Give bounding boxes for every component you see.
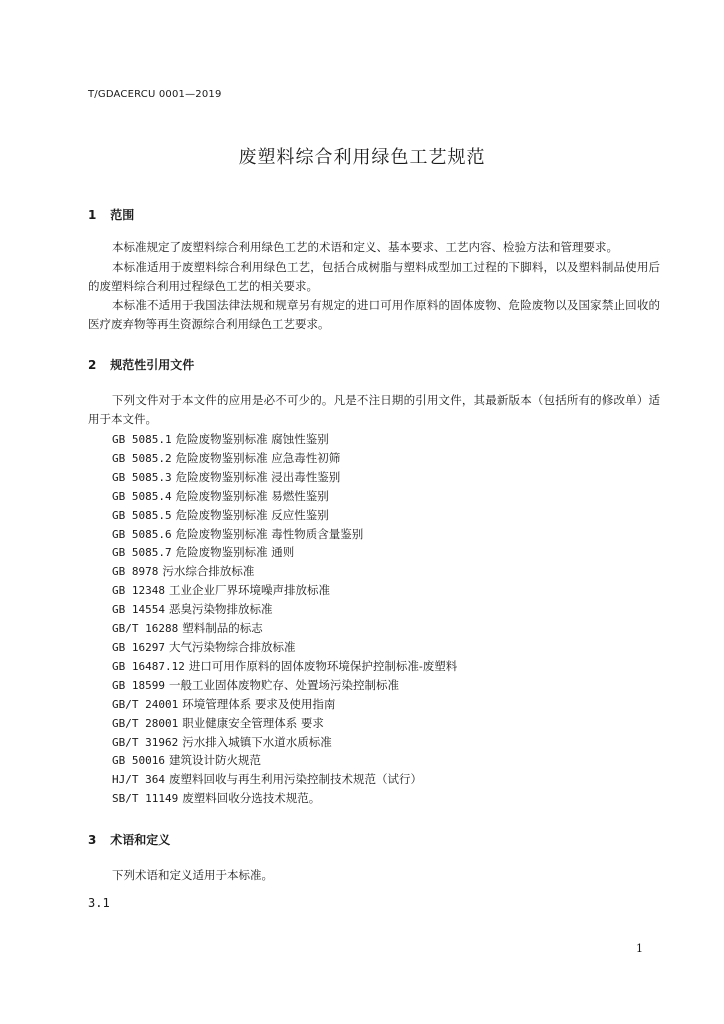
reference-name: 建筑设计防火规范 xyxy=(168,753,261,768)
section-number: 2 xyxy=(88,358,97,372)
reference-item xyxy=(112,657,457,676)
reference-code: GB 18599 xyxy=(112,678,165,692)
reference-code: GB 5085.1 xyxy=(112,433,172,446)
section-heading-scope xyxy=(88,206,134,223)
reference-code: GB 5085.5 xyxy=(112,508,172,522)
section-title: 范围 xyxy=(110,208,135,222)
section-heading-references xyxy=(88,356,194,373)
reference-code: GB/T 31962 xyxy=(112,735,179,749)
reference-name: 污水排入城镇下水道水质标准 xyxy=(182,734,332,749)
terms-intro: 下列术语和定义适用于本标准。 xyxy=(112,868,273,882)
reference-name: 进口可用作原料的固体废物环境保护控制标准-废塑料 xyxy=(188,658,458,673)
scope-paragraph-3: 本标准不适用于我国法律法规和规章另有规定的进口可用作原料的固体废物、危险废物以及国家禁止回收的医疗废弃物等再生资源综合利用绿色工艺要求。 xyxy=(88,298,660,332)
reference-item xyxy=(112,525,457,544)
reference-code: GB 16487.12 xyxy=(112,659,185,673)
reference-item xyxy=(112,733,457,752)
reference-item xyxy=(112,789,457,808)
reference-code: GB 14554 xyxy=(112,603,165,617)
reference-name: 废塑料回收分选技术规范。 xyxy=(182,791,321,806)
reference-code: GB 5085.4 xyxy=(112,489,172,503)
reference-name: 危险废物鉴别标准 毒性物质含量鉴别 xyxy=(175,526,364,541)
reference-item xyxy=(112,449,457,468)
document-code: T/GDACERCU 0001—2019 xyxy=(88,89,222,100)
reference-code: GB 5085.6 xyxy=(112,527,172,541)
reference-code: GB 50016 xyxy=(112,754,165,768)
reference-name: 工业企业厂界环境噪声排放标准 xyxy=(168,583,330,598)
reference-code: GB 12348 xyxy=(112,584,165,598)
reference-code: HJ/T 364 xyxy=(112,773,165,787)
reference-name: 环境管理体系 要求及使用指南 xyxy=(182,696,336,711)
section-heading-terms xyxy=(88,831,170,848)
reference-item xyxy=(112,695,457,714)
reference-name: 废塑料回收与再生利用污染控制技术规范（试行） xyxy=(168,772,422,787)
reference-item xyxy=(112,543,457,562)
reference-code: GB/T 24001 xyxy=(112,697,179,711)
reference-name: 污水综合排放标准 xyxy=(162,564,255,579)
reference-code: GB/T 28001 xyxy=(112,716,179,730)
section-title: 规范性引用文件 xyxy=(110,358,195,372)
reference-item xyxy=(112,487,457,506)
reference-item xyxy=(112,562,457,581)
reference-item xyxy=(112,714,457,733)
reference-code: GB 8978 xyxy=(112,565,159,579)
reference-code: SB/T 11149 xyxy=(112,792,179,806)
reference-code: GB/T 16288 xyxy=(112,622,179,636)
reference-code: GB 16297 xyxy=(112,640,165,654)
reference-name: 一般工业固体废物贮存、处置场污染控制标准 xyxy=(168,677,399,692)
reference-item xyxy=(112,430,457,449)
reference-name: 危险废物鉴别标准 应急毒性初筛 xyxy=(175,450,341,465)
reference-item xyxy=(112,619,457,638)
reference-code: GB 5085.7 xyxy=(112,546,172,560)
reference-item xyxy=(112,676,457,695)
reference-code: GB 5085.3 xyxy=(112,470,172,484)
reference-item xyxy=(112,770,457,789)
reference-list xyxy=(112,430,457,808)
reference-name: 危险废物鉴别标准 腐蚀性鉴别 xyxy=(175,432,329,446)
page-number: 1 xyxy=(636,942,643,955)
reference-name: 大气污染物综合排放标准 xyxy=(168,639,296,654)
section-title: 术语和定义 xyxy=(110,833,171,847)
reference-name: 塑料制品的标志 xyxy=(182,621,263,636)
references-intro: 下列文件对于本文件的应用是必不可少的。凡是不注日期的引用文件，其最新版本（包括所有的修改单）适用于本文件。 xyxy=(88,393,660,427)
section-number: 1 xyxy=(88,208,97,222)
reference-item xyxy=(112,468,457,487)
reference-item xyxy=(112,506,457,525)
reference-name: 危险废物鉴别标准 易燃性鉴别 xyxy=(175,488,329,503)
scope-paragraph-2: 本标准适用于废塑料综合利用绿色工艺，包括合成树脂与塑料成型加工过程的下脚料，以及塑料制品使用后的废塑料综合利用过程绿色工艺的相关要求。 xyxy=(88,260,660,294)
reference-code: GB 5085.2 xyxy=(112,451,172,465)
document-title: 废塑料综合利用绿色工艺规范 xyxy=(238,147,486,168)
clause-number: 3.1 xyxy=(88,896,110,910)
reference-name: 危险废物鉴别标准 浸出毒性鉴别 xyxy=(175,469,341,484)
reference-name: 职业健康安全管理体系 要求 xyxy=(182,715,324,730)
reference-name: 危险废物鉴别标准 反应性鉴别 xyxy=(175,507,329,522)
scope-paragraph-1: 本标准规定了废塑料综合利用绿色工艺的术语和定义、基本要求、工艺内容、检验方法和管理要求。 xyxy=(112,240,618,254)
reference-item xyxy=(112,751,457,770)
reference-item xyxy=(112,581,457,600)
reference-name: 恶臭污染物排放标准 xyxy=(168,602,273,617)
reference-name: 危险废物鉴别标准 通则 xyxy=(175,545,295,560)
section-number: 3 xyxy=(88,833,97,847)
reference-item xyxy=(112,600,457,619)
reference-item xyxy=(112,638,457,657)
